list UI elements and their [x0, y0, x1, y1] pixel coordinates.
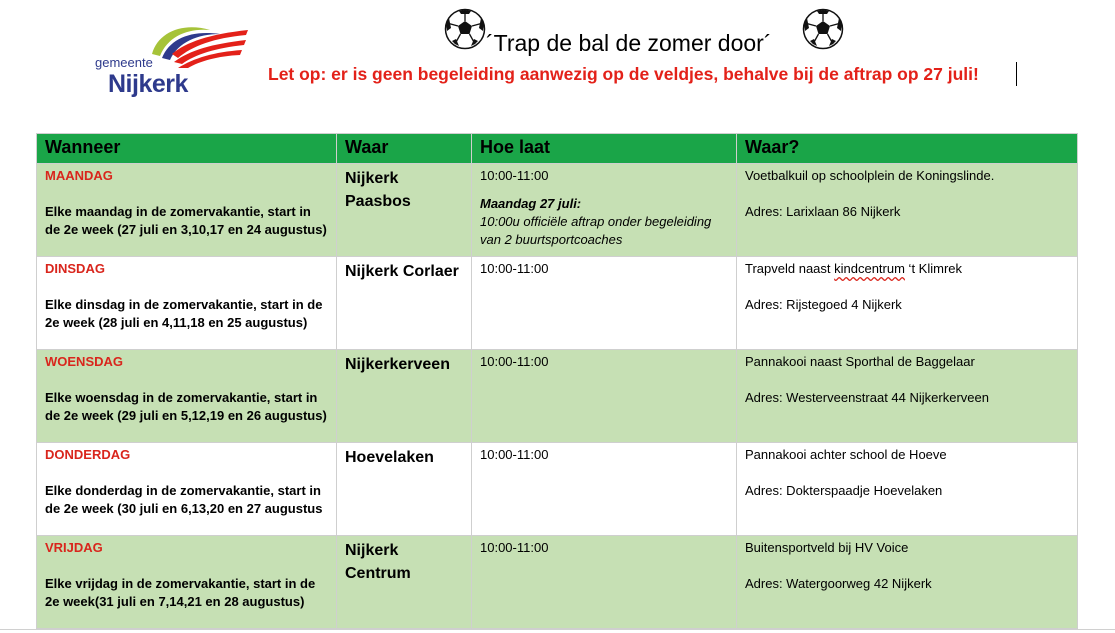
- location-cell: [737, 350, 1078, 443]
- page-bottom-divider: [0, 629, 1115, 630]
- where-cell: [337, 164, 472, 257]
- gemeente-nijkerk-logo: [92, 24, 252, 98]
- text-cursor: [1016, 62, 1017, 86]
- time-value: 10:00-11:00: [480, 261, 549, 276]
- address-text: Adres: Larixlaan 86 Nijkerk: [745, 204, 901, 219]
- time-cell: [472, 164, 737, 257]
- day-description: Elke vrijdag in de zomervakantie, start in de 2e week(31 juli en 7,14,21 en 28 augustus): [45, 576, 316, 609]
- day-label: MAANDAG: [45, 168, 113, 183]
- table-row: [37, 257, 1078, 350]
- location-text: Buitensportveld bij HV Voice: [745, 540, 909, 555]
- soccer-ball-icon: [802, 8, 844, 50]
- address-text: Adres: Rijstegoed 4 Nijkerk: [745, 297, 902, 312]
- logo-small-text: gemeente: [95, 55, 153, 70]
- header-waar-location: Waar?: [737, 134, 1078, 164]
- time-cell: [472, 536, 737, 629]
- header-wanneer: Wanneer: [37, 134, 337, 164]
- logo-big-text: Nijkerk: [108, 70, 188, 98]
- time-cell: [472, 443, 737, 536]
- place-name: Nijkerk Centrum: [345, 542, 411, 582]
- table-row: [37, 536, 1078, 629]
- where-cell: [337, 536, 472, 629]
- kickoff-title: Maandag 27 juli:: [480, 196, 582, 211]
- day-label: DINSDAG: [45, 261, 105, 276]
- time-value: 10:00-11:00: [480, 447, 549, 462]
- time-value: 10:00-11:00: [480, 168, 549, 183]
- when-cell: [37, 350, 337, 443]
- when-cell: [37, 536, 337, 629]
- schedule-table: [36, 133, 1078, 629]
- soccer-ball-icon: [444, 8, 486, 50]
- place-name: Nijkerk Corlaer: [345, 263, 459, 280]
- day-description: Elke dinsdag in de zomervakantie, start in de 2e week (28 juli en 4,11,18 en 25 augustus): [45, 297, 323, 330]
- day-label: WOENSDAG: [45, 354, 123, 369]
- location-cell: [737, 164, 1078, 257]
- address-text: Adres: Westerveenstraat 44 Nijkerkerveen: [745, 390, 989, 405]
- where-cell: [337, 350, 472, 443]
- address-text: Adres: Dokterspaadje Hoevelaken: [745, 483, 943, 498]
- kickoff-text: 10:00u officiële aftrap onder begeleiding van 2 buurtsportcoaches: [480, 214, 712, 247]
- page-title: ´Trap de bal de zomer door´: [486, 30, 772, 56]
- logo-swoosh-icon: [148, 24, 248, 68]
- day-label: DONDERDAG: [45, 447, 131, 462]
- time-value: 10:00-11:00: [480, 540, 549, 555]
- location-text: Pannakooi achter school de Hoeve: [745, 447, 947, 462]
- header-waar: Waar: [337, 134, 472, 164]
- day-description: Elke maandag in de zomervakantie, start in de 2e week (27 juli en 3,10,17 en 24 augustus): [45, 204, 327, 237]
- location-text: Pannakooi naast Sporthal de Baggelaar: [745, 354, 975, 369]
- location-cell: [737, 443, 1078, 536]
- warning-note: Let op: er is geen begeleiding aanwezig op de veldjes, behalve bij de aftrap op 27 juli!: [268, 64, 979, 84]
- address-text: Adres: Watergoorweg 42 Nijkerk: [745, 576, 932, 591]
- table-row: [37, 350, 1078, 443]
- place-name: Nijkerkerveen: [345, 356, 450, 373]
- table-row: [37, 164, 1078, 257]
- location-text: Voetbalkuil op schoolplein de Koningslinde.: [745, 168, 995, 183]
- table-header-row: [37, 134, 1078, 164]
- where-cell: [337, 443, 472, 536]
- time-value: 10:00-11:00: [480, 354, 549, 369]
- spellcheck-word: kindcentrum: [834, 261, 905, 276]
- when-cell: [37, 443, 337, 536]
- when-cell: [37, 164, 337, 257]
- time-cell: [472, 257, 737, 350]
- header-hoe-laat: Hoe laat: [472, 134, 737, 164]
- table-row: [37, 443, 1078, 536]
- place-name: Hoevelaken: [345, 449, 434, 466]
- day-label: VRIJDAG: [45, 540, 103, 555]
- location-cell: [737, 536, 1078, 629]
- day-description: Elke donderdag in de zomervakantie, start in de 2e week (30 juli en 6,13,20 en 27 augustus: [45, 483, 323, 516]
- time-cell: [472, 350, 737, 443]
- when-cell: [37, 257, 337, 350]
- location-text: Trapveld naast kindcentrum ‘t Klimrek: [745, 261, 962, 276]
- day-description: Elke woensdag in de zomervakantie, start in de 2e week (29 juli en 5,12,19 en 26 augustus): [45, 390, 327, 423]
- location-cell: [737, 257, 1078, 350]
- place-name: Nijkerk Paasbos: [345, 170, 411, 210]
- where-cell: [337, 257, 472, 350]
